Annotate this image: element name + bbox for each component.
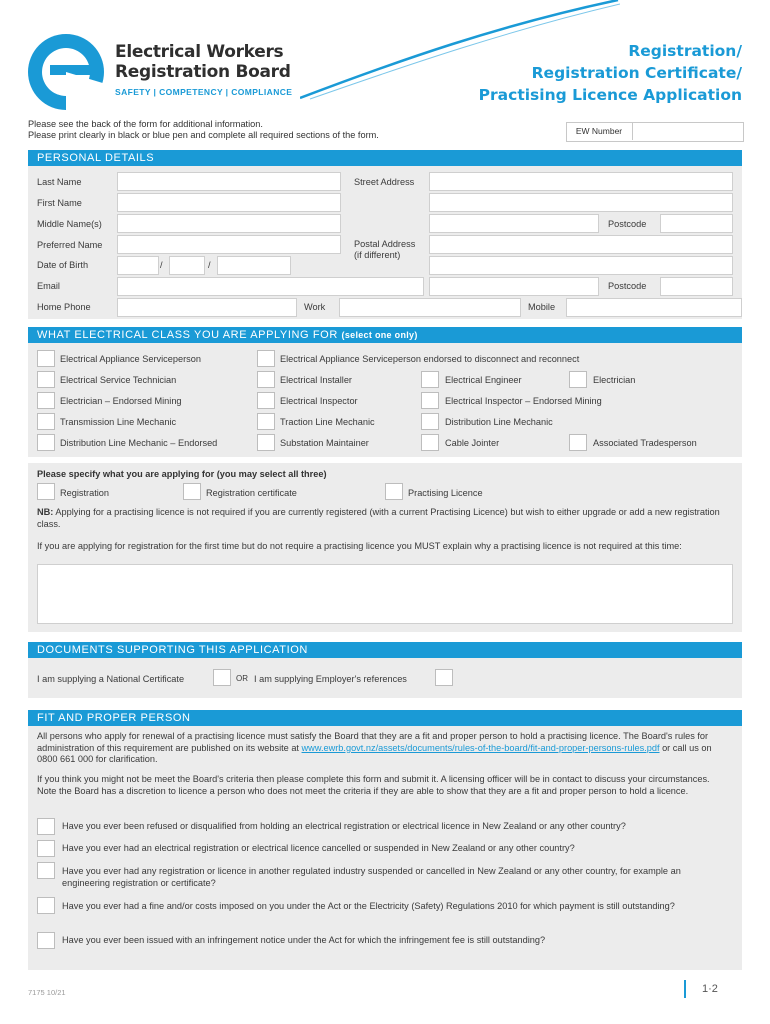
nb-label: NB:: [37, 507, 54, 517]
checkbox-registration[interactable]: [37, 483, 55, 500]
licence-explanation-textarea[interactable]: [37, 564, 733, 624]
or-label: OR: [236, 674, 248, 683]
section-fit-and-proper: FIT AND PROPER PERSON: [28, 710, 742, 726]
checkbox-national-certificate[interactable]: [213, 669, 231, 686]
fit-para1-text-a: All persons who apply for renewal of a practising licence must satisfy the Board that they are a fit and proper person to hold a practising licence. The Board's rules for administration of this requirement are published on its website at: [37, 731, 709, 753]
dob-separator-1: /: [160, 260, 163, 270]
mobile-field[interactable]: [566, 298, 742, 317]
checkbox-practising-licence[interactable]: [385, 483, 403, 500]
dob-separator-2: /: [208, 260, 211, 270]
fit-para1: [37, 731, 729, 766]
checkbox-electrician-mining[interactable]: [37, 392, 55, 409]
postal-address-label-line1: Postal Address: [354, 239, 416, 249]
label-registration: Registration: [60, 488, 110, 498]
section-electrical-class: [28, 327, 742, 343]
work-phone-field[interactable]: [339, 298, 521, 317]
preferred-name-label: Preferred Name: [37, 240, 103, 250]
checkbox-transmission[interactable]: [37, 413, 55, 430]
checkbox-installer[interactable]: [257, 371, 275, 388]
label-associated-tradesperson: Associated Tradesperson: [593, 438, 697, 448]
email-label: Email: [37, 281, 60, 291]
postal-address-label: [354, 239, 415, 260]
intro-text: [28, 119, 379, 141]
postcode-field[interactable]: [660, 214, 733, 233]
postal-address-line2[interactable]: [429, 256, 733, 275]
class-heading: WHAT ELECTRICAL CLASS YOU ARE APPLYING FOR: [37, 329, 338, 341]
checkbox-q1[interactable]: [37, 818, 55, 835]
mobile-label: Mobile: [528, 302, 556, 312]
applying-for-heading: Please specify what you are applying for (you may select all three): [37, 469, 327, 479]
org-name-line2: Registration Board: [115, 62, 291, 82]
label-transmission: Transmission Line Mechanic: [60, 417, 177, 427]
label-distribution: Distribution Line Mechanic: [445, 417, 553, 427]
nb-text: Applying for a practising licence is not required if you are currently registered (with a current Practising Licence) but wish to either upgrade or add a new registration class.: [37, 507, 720, 529]
first-time-note: If you are applying for registration for the first time but do not require a practising licence you MUST explain why a practising licence is not required at this time:: [37, 541, 682, 551]
checkbox-inspector[interactable]: [257, 392, 275, 409]
postcode2-label: Postcode: [608, 281, 647, 291]
label-inspector: Electrical Inspector: [280, 396, 358, 406]
title-line1: Registration/: [628, 42, 742, 60]
checkbox-q3[interactable]: [37, 862, 55, 879]
fit-para1-text-b: or call us on 0800 661 000 for clarification.: [37, 742, 712, 764]
checkbox-registration-certificate[interactable]: [183, 483, 201, 500]
first-name-field[interactable]: [117, 193, 341, 212]
checkbox-substation[interactable]: [257, 434, 275, 451]
question-4: Have you ever had a fine and/or costs imposed on you under the Act or the Electricity (Safety) Regulations 2010 for which payment is still outstanding?: [62, 901, 675, 911]
dob-month-field[interactable]: [169, 256, 205, 275]
title-line2: Registration Certificate/: [531, 64, 742, 82]
checkbox-service-technician[interactable]: [37, 371, 55, 388]
checkbox-inspector-mining[interactable]: [421, 392, 439, 409]
checkbox-q4[interactable]: [37, 897, 55, 914]
org-name: [115, 42, 291, 82]
work-phone-label: Work: [304, 302, 326, 312]
checkbox-employer-references[interactable]: [435, 669, 453, 686]
org-name-line1: Electrical Workers: [115, 42, 284, 62]
dob-year-field[interactable]: [217, 256, 291, 275]
label-traction: Traction Line Mechanic: [280, 417, 375, 427]
org-tagline: SAFETY | COMPETENCY | COMPLIANCE: [115, 87, 293, 97]
preferred-name-field[interactable]: [117, 235, 341, 254]
street-address-line3[interactable]: [429, 214, 599, 233]
document-title: [479, 40, 742, 106]
checkbox-engineer[interactable]: [421, 371, 439, 388]
checkbox-distribution-endorsed[interactable]: [37, 434, 55, 451]
title-line3: Practising Licence Application: [478, 86, 742, 104]
street-address-label: Street Address: [354, 177, 415, 187]
fit-rules-link[interactable]: www.ewrb.govt.nz/assets/documents/rules-of-the-board/fit-and-proper-persons-rules.pdf: [301, 742, 660, 753]
label-practising-licence: Practising Licence: [408, 488, 483, 498]
label-cable-jointer: Cable Jointer: [445, 438, 500, 448]
ew-number-label: EW Number: [566, 122, 633, 140]
label-installer: Electrical Installer: [280, 375, 352, 385]
middle-names-label: Middle Name(s): [37, 219, 102, 229]
label-electrician: Electrician: [593, 375, 636, 385]
ewrb-logo-icon: [26, 32, 106, 112]
question-2: Have you ever had an electrical registration or electrical licence cancelled or suspended in New Zealand or any other country?: [62, 843, 575, 853]
first-name-label: First Name: [37, 198, 82, 208]
fit-para2: If you think you might not be meet the Board's criteria then please complete this form and submit it. A licensing officer will be in contact to discuss your circumstances. Note the Board has a discretion to licence a person who does not meet the criteria if they are able to show that they are a fit and proper person to hold a licence.: [37, 774, 710, 796]
label-substation: Substation Maintainer: [280, 438, 369, 448]
checkbox-cable-jointer[interactable]: [421, 434, 439, 451]
page-number: 1·2: [702, 983, 718, 995]
postal-address-label-line2: (if different): [354, 249, 401, 260]
section-documents: DOCUMENTS SUPPORTING THIS APPLICATION: [28, 642, 742, 658]
checkbox-electrician[interactable]: [569, 371, 587, 388]
intro-line1: Please see the back of the form for additional information.: [28, 119, 263, 129]
checkbox-q5[interactable]: [37, 932, 55, 949]
question-3: Have you ever had any registration or licence in another regulated industry suspended or cancelled in New Zealand or any other country, for example an engineering registration or certificate?: [62, 866, 681, 888]
checkbox-traction[interactable]: [257, 413, 275, 430]
section-personal-details: PERSONAL DETAILS: [28, 150, 742, 166]
postal-address-line3[interactable]: [429, 277, 599, 296]
label-employer-references: I am supplying Employer's references: [254, 674, 407, 684]
label-electrician-mining: Electrician – Endorsed Mining: [60, 396, 182, 406]
last-name-label: Last Name: [37, 177, 82, 187]
checkbox-appliance-endorsed[interactable]: [257, 350, 275, 367]
label-appliance-serviceperson: Electrical Appliance Serviceperson: [60, 354, 201, 364]
form-code: 7175 10/21: [28, 988, 66, 997]
label-national-certificate: I am supplying a National Certificate: [37, 674, 185, 684]
email-field[interactable]: [117, 277, 424, 296]
street-address-line2[interactable]: [429, 193, 733, 212]
middle-names-field[interactable]: [117, 214, 341, 233]
label-distribution-endorsed: Distribution Line Mechanic – Endorsed: [60, 438, 218, 448]
checkbox-associated-tradesperson[interactable]: [569, 434, 587, 451]
checkbox-distribution[interactable]: [421, 413, 439, 430]
label-registration-certificate: Registration certificate: [206, 488, 297, 498]
intro-line2: Please print clearly in black or blue pen and complete all required sections of the form.: [28, 130, 379, 140]
question-5: Have you ever been issued with an infringement notice under the Act for which the infringement fee is still outstanding?: [62, 935, 546, 945]
home-phone-field[interactable]: [117, 298, 297, 317]
last-name-field[interactable]: [117, 172, 341, 191]
nb-note: [37, 507, 727, 530]
label-service-technician: Electrical Service Technician: [60, 375, 177, 385]
class-heading-sub: (select one only): [341, 330, 418, 340]
checkbox-q2[interactable]: [37, 840, 55, 857]
dob-label: Date of Birth: [37, 260, 89, 270]
question-1: Have you ever been refused or disqualified from holding an electrical registration or electrical licence in New Zealand or any other country?: [62, 821, 626, 831]
postcode2-field[interactable]: [660, 277, 733, 296]
home-phone-label: Home Phone: [37, 302, 91, 312]
dob-day-field[interactable]: [117, 256, 159, 275]
checkbox-appliance-serviceperson[interactable]: [37, 350, 55, 367]
label-inspector-mining: Electrical Inspector – Endorsed Mining: [445, 396, 602, 406]
postcode-label: Postcode: [608, 219, 647, 229]
label-engineer: Electrical Engineer: [445, 375, 522, 385]
page-divider: [684, 980, 686, 998]
label-appliance-endorsed: Electrical Appliance Serviceperson endorsed to disconnect and reconnect: [280, 354, 580, 364]
postal-address-line1[interactable]: [429, 235, 733, 254]
street-address-line1[interactable]: [429, 172, 733, 191]
